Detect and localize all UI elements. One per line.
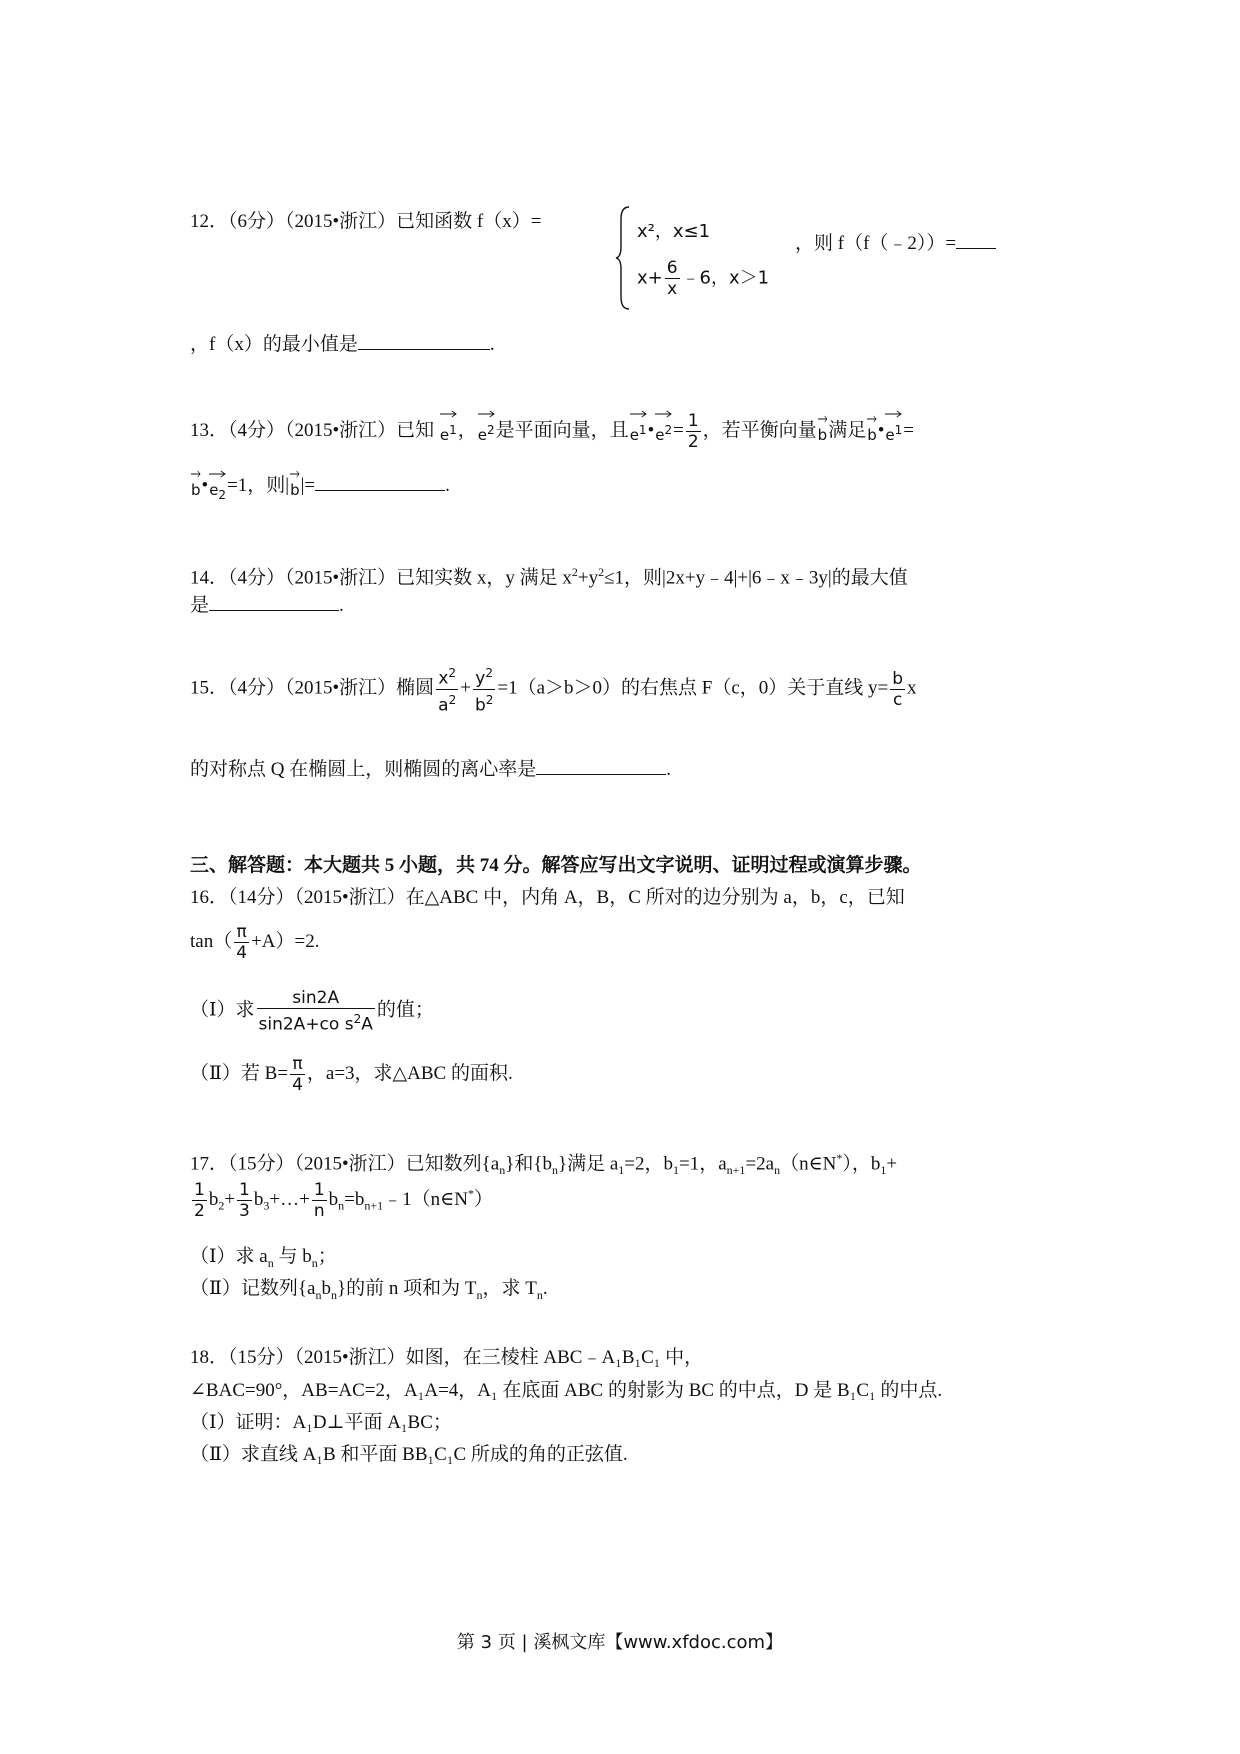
q17-p1-pre: （Ⅰ）求 a (190, 1246, 268, 1267)
q17-fn-num: 1 (313, 1180, 325, 1200)
q14-sup-x: 2 (571, 565, 578, 579)
q17-c: }满足 a (557, 1153, 619, 1175)
vec-e1b-letter: e (629, 426, 639, 444)
q16-line1: 16．（14分）（2015•浙江）在△ABC 中，内角 A，B，C 所对的边分别为 a，b，c，已知 (190, 887, 905, 908)
q15-answer-blank (536, 756, 666, 775)
arrow-icon (867, 415, 877, 423)
q17-e: =1，a (679, 1153, 727, 1175)
q17-l2-eq: =b (344, 1188, 365, 1210)
q16-p1-den: sin2A+co s (258, 1014, 354, 1035)
vec-e1-letter: e (439, 426, 450, 444)
brace-icon (615, 205, 631, 311)
q15-mid: =1（a＞b＞0）的右焦点 F（c，0）关于直线 y= (497, 677, 889, 699)
q17-ft-den: 3 (239, 1201, 250, 1221)
vec-b3 (191, 470, 201, 502)
q15-frac-y (473, 663, 495, 715)
vec-e2c-sub: 2 (218, 488, 227, 502)
q13-dot: • (647, 420, 655, 441)
vec-e1c (885, 410, 902, 447)
q16-p2-pi: π (290, 1054, 305, 1075)
arrow-icon (440, 410, 457, 418)
vec-e2 (478, 410, 495, 447)
q13-mid2: ，若平衡向量 (702, 420, 817, 441)
q15-frac-x (436, 663, 458, 715)
q17-l2-plus: + (224, 1188, 236, 1210)
q17-l2-b1: b (208, 1188, 219, 1210)
vec-e1-sub: 1 (449, 423, 457, 437)
q13-label: 13．（4分）（2015•浙江）已知 (190, 420, 435, 441)
vec-e2-sub: 2 (487, 423, 495, 437)
q16-p1-den-post: A (361, 1014, 373, 1035)
q17-l2-subn: n (338, 1198, 345, 1213)
q17-p2-mid2: ，求 T (482, 1278, 537, 1299)
vec-e2b (655, 410, 672, 447)
vec-b2-letter: b (867, 426, 877, 444)
q17-i: + (886, 1153, 898, 1175)
q13-mid3: 满足 (828, 420, 867, 441)
vec-e1b (630, 410, 647, 447)
page-footer: 第 3 页 | 溪枫文库【www.xfdoc.com】 (456, 1632, 784, 1653)
q17-frac-half (192, 1180, 207, 1221)
q17-p1-mid: 与 b (273, 1246, 312, 1267)
arrow-icon (885, 410, 902, 418)
q13-tail: = (903, 420, 914, 441)
q17-p2-sub4: n (536, 1287, 543, 1302)
q15-y-sq: 2 (485, 666, 493, 680)
q17-l2-sub2: 2 (218, 1198, 225, 1213)
q17-sub-n1: n (499, 1163, 506, 1178)
q17-d: =2，b (624, 1153, 673, 1175)
q17-l2-b2: b (253, 1188, 264, 1210)
q12-line2 (190, 331, 495, 357)
q17-p2-sub1: n (315, 1287, 322, 1302)
q13-answer-blank (315, 472, 445, 491)
q17-l2-end: ） (473, 1188, 493, 1210)
q12-mid: ，则 f（f（﹣2））= (795, 233, 957, 254)
q17-g: （n∈N (780, 1153, 837, 1175)
q16-tan-pre: tan（ (190, 930, 233, 952)
q16-p1-num: sin2A (257, 988, 375, 1009)
q13-line2-post: . (445, 475, 450, 496)
q18-line1: 18．（15分）（2015•浙江）如图，在三棱柱 ABC﹣A₁B₁C₁ 中， (190, 1347, 704, 1368)
q17-line2 (190, 1180, 493, 1221)
q15-b-sq: 2 (485, 692, 494, 707)
vec-e2c (209, 470, 226, 507)
arrow-icon (191, 470, 201, 478)
q17-part2 (190, 1277, 548, 1307)
q13-eq: = (673, 420, 684, 441)
q18-part1: （Ⅰ）证明：A₁D⊥平面 A₁BC； (190, 1412, 452, 1433)
q15-plus: + (460, 677, 471, 699)
arrow-icon (478, 410, 495, 418)
q17-a: 17．（15分）（2015•浙江）已知数列{a (190, 1153, 500, 1175)
vec-b4-letter: b (290, 481, 300, 499)
q13-half (686, 411, 701, 452)
q17-p2-pre: （Ⅱ）记数列{a (190, 1278, 316, 1299)
vec-b-letter: b (817, 426, 828, 444)
q15-line2 (190, 756, 671, 782)
q15-a-sq: 2 (448, 692, 457, 707)
q14-answer-blank (209, 592, 339, 611)
q13-mid: 是平面向量，且 (495, 420, 629, 441)
q17-ft-num: 1 (239, 1180, 250, 1200)
q15-label: 15．（4分）（2015•浙江）椭圆 (190, 677, 435, 699)
q16-p2-pi-over-4 (290, 1054, 305, 1095)
vec-b4 (290, 470, 300, 502)
arrow-icon (655, 410, 672, 418)
vec-e1b-sub: 1 (638, 423, 647, 437)
q17-p2-b: b (321, 1278, 331, 1299)
vec-e2b-letter: e (655, 426, 665, 444)
vec-b3-letter: b (191, 481, 201, 499)
q13-dot2: • (877, 420, 885, 441)
q17-part1 (190, 1245, 337, 1275)
q17-p2-post: . (542, 1278, 548, 1299)
q12-label: 12．（6分）（2015•浙江）已知函数 f（x）= (190, 211, 542, 232)
q17-fn-den: n (313, 1201, 325, 1221)
q17-star: * (836, 1151, 843, 1165)
q16-pi-over-4 (234, 922, 249, 963)
q12-line2-pre: ，f（x）的最小值是 (190, 334, 358, 355)
q17-p2-sub3: n (476, 1287, 483, 1302)
q12-case2-post: ﹣6，x＞1 (681, 267, 770, 289)
q17-l2-tail: ﹣1（n∈N (383, 1188, 468, 1210)
q12-frac-den: x (667, 279, 678, 299)
q16-p2-pre: （Ⅱ）若 B= (190, 1062, 289, 1084)
vec-e1 (440, 410, 457, 447)
q17-l2-dots: +…+ (269, 1188, 310, 1210)
q17-h: ），b (842, 1153, 881, 1175)
q17-p2-mid: }的前 n 项和为 T (336, 1278, 477, 1299)
q17-sub-1c: 1 (880, 1163, 887, 1178)
vec-b2 (867, 415, 877, 447)
q17-p1-sub1: n (267, 1255, 274, 1270)
q14-line2 (190, 592, 344, 618)
vec-e1c-sub: 1 (894, 423, 903, 437)
q15-a: a (438, 695, 449, 716)
q17-l2-star: * (467, 1186, 474, 1201)
q14-line1 (190, 560, 908, 590)
q12-line1-tail (795, 230, 996, 256)
q15-frac-num: b (892, 668, 904, 689)
q16-p2-post: ，a=3，求△ABC 的面积. (306, 1062, 513, 1084)
q12-case1: x²，x≤1 (637, 221, 711, 242)
q13-dot3: • (201, 475, 209, 496)
q14-line2-pre: 是 (190, 595, 210, 616)
q14-line1-post: ≤1，则|2x+y﹣4|+|6﹣x﹣3y|的最大值 (604, 567, 908, 589)
q14-sup-y: 2 (598, 565, 605, 579)
q15-line2-post: . (666, 759, 671, 780)
q17-p1-sub2: n (311, 1255, 318, 1270)
q13-half-num: 1 (687, 411, 699, 432)
q17-l2-sub3: 3 (263, 1198, 270, 1213)
q18-line2: ∠BAC=90°，AB=AC=2，A₁A=4，A₁ 在底面 ABC 的射影为 BC 的中点，D 是 B₁C₁ 的中点. (190, 1380, 943, 1401)
q15-frac-den: c (892, 689, 903, 710)
q15-y: y (475, 668, 486, 689)
q17-b: }和{b (505, 1153, 552, 1175)
q17-sub-n2: n (551, 1163, 558, 1178)
vec-e2c-letter: e (209, 481, 219, 499)
q16-p1-post: 的值； (376, 999, 434, 1021)
q12-line2-post: . (489, 334, 495, 355)
q12-line1 (190, 210, 541, 234)
section-3-heading: 三、解答题：本大题共 5 小题，共 74 分。解答应写出文字说明、证明过程或演算步骤。 (190, 855, 922, 876)
q12-frac-num: 6 (666, 258, 678, 278)
q17-sub-1a: 1 (618, 1163, 625, 1178)
q12-case2 (637, 258, 769, 299)
q17-sub-1b: 1 (673, 1163, 679, 1178)
arrow-icon (290, 470, 300, 478)
arrow-icon (209, 470, 226, 478)
vec-b (818, 415, 828, 447)
q12-answer-blank-2 (358, 331, 490, 350)
q14-plus-y: +y (577, 567, 599, 589)
q16-line2 (190, 922, 319, 963)
q17-p1-post: ； (317, 1246, 337, 1267)
q12-case2-pre: x+ (637, 267, 663, 289)
q13-half-den: 2 (687, 432, 699, 453)
q17-f: =2a (745, 1153, 775, 1175)
vec-e1c-letter: e (885, 426, 895, 444)
q15-b: b (474, 695, 486, 716)
q15-line1 (190, 663, 917, 715)
q12-piecewise (615, 205, 815, 315)
q15-frac-bc (890, 669, 905, 710)
q16-p1-pre: （Ⅰ）求 (190, 999, 255, 1021)
q17-sub-np1: n+1 (726, 1163, 746, 1178)
q15-x-sq: 2 (448, 666, 457, 680)
q17-line1 (190, 1146, 897, 1182)
q16-p1-frac (257, 988, 375, 1035)
q13-sep: ， (457, 420, 477, 441)
q16-p2-four: 4 (292, 1075, 303, 1095)
q12-answer-blank-1 (956, 230, 996, 249)
q15-x: x (438, 668, 449, 689)
q17-frac-n (312, 1180, 327, 1221)
q16-pi: π (234, 922, 249, 943)
q17-p2-sub2: n (330, 1287, 337, 1302)
q14-line2-post: . (339, 595, 344, 616)
q17-l2-subnp1: n+1 (364, 1198, 384, 1213)
q18-part2: （Ⅱ）求直线 A₁B 和平面 BB₁C₁C 所成的角的正弦值. (190, 1444, 628, 1465)
q16-part2 (190, 1054, 513, 1095)
q16-part1 (190, 988, 434, 1035)
vec-e2b-sub: 2 (664, 423, 673, 437)
q13-line1 (190, 410, 914, 452)
q16-p1-den-sup: 2 (353, 1012, 362, 1026)
q15-line2-pre: 的对称点 Q 在椭圆上，则椭圆的离心率是 (190, 759, 537, 780)
arrow-icon (630, 410, 647, 418)
q13-line2-eq: =1，则| (227, 475, 290, 496)
q17-fh-num: 1 (194, 1180, 205, 1200)
q17-frac-third (237, 1180, 252, 1221)
vec-e2-letter: e (477, 426, 488, 444)
q13-line2-abs: |= (300, 475, 316, 496)
q16-tan-post: +A）=2. (251, 930, 320, 952)
q14-line1-pre: 14．（4分）（2015•浙江）已知实数 x，y 满足 x (190, 567, 572, 589)
q13-line2 (190, 470, 450, 507)
q16-four: 4 (236, 943, 248, 963)
q17-fh-den: 2 (194, 1201, 205, 1221)
q17-l2-b3: b (328, 1188, 339, 1210)
arrow-icon (818, 415, 828, 423)
q15-tail: x (907, 677, 917, 699)
q17-sub-n3: n (774, 1163, 781, 1178)
q12-case2-frac (665, 258, 680, 299)
